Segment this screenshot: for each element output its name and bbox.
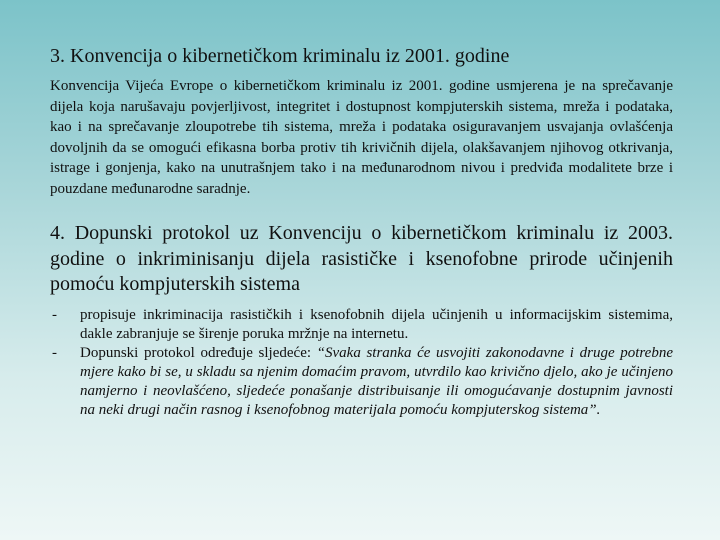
bullet-text: propisuje inkriminacija rasističkih i ksenofobnih dijela učinjenih u informacijskim sistemima, dakle zabranjuje se širenje poruka mržnje na internetu.: [80, 306, 673, 342]
list-item: [50, 306, 673, 344]
section-3-heading: 3. Konvencija o kibernetičkom kriminalu iz 2001. godine: [50, 45, 510, 67]
bullet-dash: -: [52, 306, 57, 323]
bullet-lead-text: Dopunski protokol određuje sljedeće:: [80, 344, 317, 361]
slide-content: [50, 44, 673, 420]
section-3-paragraph: Konvencija Vijeća Evrope o kibernetičkom kriminalu iz 2001. godine usmjerena je na sprečavanje dijela koja narušavaju povjerljivost, integritet i dostupnost kompjuterskih sistema, mreža i podataka, kao i na sprečavanje zloupotrebe tih sistema, mreža i podataka osiguravanjem usvajanja ovlašćenja dovoljnih da se omogući efikasna borba protiv tih krivičnih dijela, olakšavanjem njihovog otkrivanja, istrage i gonjenja, kako na unutrašnjem tako i na međunarodnom nivou i predviđa modalitete brze i pouzdane međunarodne saradnje.: [50, 78, 673, 197]
section-4-bullet-list: [50, 306, 673, 420]
protocol-quote: “Svaka stranka će usvojiti zakonodavne i druge potrebne mjere kako bi se, u skladu sa njenim domaćim pravom, utvrdilo kao krivično djelo, ako je učinjeno namjerno i neovlašćeno, sljedeće ponašanje distribuisanje ili omogućavanje dostupnim javnosti na neki drugi način rasnog i ksenofobnog materijala pomoću kompjuterskog sistema”.: [80, 344, 674, 418]
list-item: [50, 344, 673, 420]
bullet-dash: -: [52, 344, 57, 361]
section-4-heading: 4. Dopunski protokol uz Konvenciju o kibernetičkom kriminalu iz 2003. godine o inkriminisanju dijela rasističke i ksenofobne prirode učinjenih pomoću kompjuterskih sistema: [50, 222, 673, 295]
bullet-text: [80, 344, 673, 420]
